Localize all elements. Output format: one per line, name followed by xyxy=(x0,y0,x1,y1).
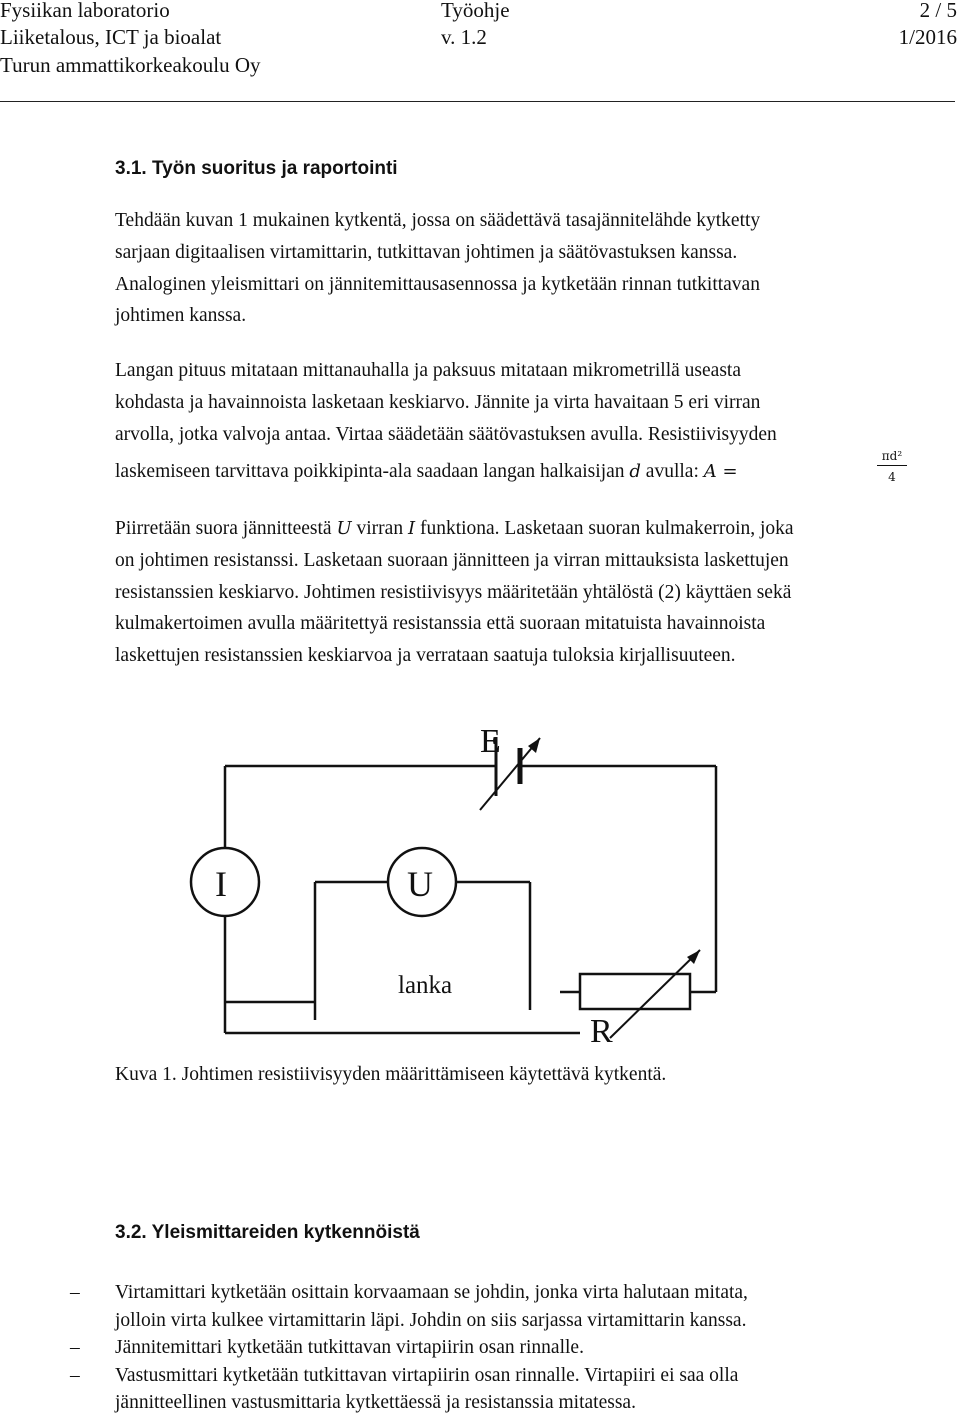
dash-bullet: – xyxy=(70,1282,80,1303)
bullet-list xyxy=(70,1279,950,1417)
paragraph-line: laskettujen resistanssien keskiarvoa ja verrataan saatuja tuloksia kirjallisuuteen. xyxy=(115,645,736,667)
paragraph-text: virran xyxy=(351,518,408,539)
paragraph-line: kohdasta ja havainnoista lasketaan keskiarvo. Jännite ja virta havaitaan 5 eri virran xyxy=(115,391,761,413)
label-R: R xyxy=(590,1013,613,1050)
header-page-number: 2 / 5 xyxy=(919,0,957,22)
formula-denominator: 4 xyxy=(888,470,896,484)
paragraph-line: Langan pituus mitataan mittanauhalla ja paksuus mitataan mikrometrillä useasta xyxy=(115,360,741,381)
paragraph-text: Piirretään suora jännitteestä xyxy=(115,518,337,539)
paragraph-line: Tehdään kuvan 1 mukainen kytkentä, jossa on säädettävä tasajännitelähde kytketty xyxy=(115,210,761,231)
list-item xyxy=(70,1362,950,1417)
list-item-line: Virtamittari kytketään osittain korvaamaan se johdin, jonka virta halutaan mitata, xyxy=(115,1282,748,1303)
formula-numerator: πd² xyxy=(877,449,907,466)
paragraph-1 xyxy=(115,205,945,332)
label-lanka: lanka xyxy=(398,972,453,999)
paragraph-2-formula-line xyxy=(115,456,945,488)
list-item-line: Vastusmittari kytketään tutkittavan virtapiirin osan rinnalle. Virtapiiri ei saa olla xyxy=(115,1364,739,1386)
paragraph-text: funktiona. Lasketaan suoran kulmakerroin, joka xyxy=(415,518,794,539)
paragraph-3 xyxy=(115,513,945,672)
area-formula-fraction xyxy=(877,449,907,484)
section-heading-3-1: 3.1. Työn suoritus ja raportointi xyxy=(115,158,398,179)
paragraph-line: kulmakertoimen avulla määritettyä resistanssia että suoraan mitatuista havainnoista xyxy=(115,613,766,635)
list-item xyxy=(70,1279,950,1334)
header-dept-3: Turun ammattikorkeakoulu Oy xyxy=(0,53,261,77)
header-doc-type: Työohje xyxy=(441,0,510,22)
header-rule xyxy=(0,101,955,102)
paragraph-text: laskemiseen tarvittava poikkipinta-ala saadaan langan halkaisijan xyxy=(115,461,630,482)
dash-bullet: – xyxy=(70,1364,80,1386)
variable-d: d xyxy=(629,461,641,482)
paragraph-text: avulla: xyxy=(640,461,704,482)
list-item-line: Jännitemittari kytketään tutkittavan virtapiirin osan rinnalle. xyxy=(115,1337,584,1358)
paragraph-line: on johtimen resistanssi. Lasketaan suoraan jännitteen ja virran mittauksista laskettujen xyxy=(115,549,789,571)
header-dept-2: Liiketalous, ICT ja bioalat xyxy=(0,25,222,49)
paragraph-line: resistanssien keskiarvo. Johtimen resistiivisyys määritetään yhtälöstä (2) käyttäen sekä xyxy=(115,581,792,603)
dash-bullet: – xyxy=(70,1337,80,1358)
label-I: I xyxy=(215,864,227,904)
resistor-adjust-arrow xyxy=(610,950,700,1038)
paragraph-line: arvolla, jotka valvoja antaa. Virtaa säädetään säätövastuksen avulla. Resistiivisyyden xyxy=(115,423,777,445)
variable-U: U xyxy=(336,518,352,539)
list-item-line: jolloin virta kulkee virtamittarin läpi. Johdin on siis sarjassa virtamittarin kanssa. xyxy=(115,1309,747,1331)
formula-lhs: A = xyxy=(703,461,738,482)
paragraph-line: sarjaan digitaalisen virtamittarin, tutkittavan johtimen ja säätövastuksen kanssa. xyxy=(115,241,738,263)
resistor-body xyxy=(580,974,690,1009)
paragraph-2 xyxy=(115,355,945,450)
label-E: E xyxy=(480,723,501,760)
paragraph-line: johtimen kanssa. xyxy=(115,305,247,327)
figure-caption: Kuva 1. Johtimen resistiivisyyden määrittämiseen käytettävä kytkentä. xyxy=(115,1064,667,1085)
header-dept-1: Fysiikan laboratorio xyxy=(0,0,170,22)
variable-I: I xyxy=(407,518,416,539)
label-U: U xyxy=(407,864,433,904)
list-item xyxy=(70,1334,950,1362)
circuit-diagram xyxy=(180,710,760,1050)
section-heading-3-2: 3.2. Yleismittareiden kytkennöistä xyxy=(115,1222,420,1243)
header-version: v. 1.2 xyxy=(441,25,487,49)
header-date: 1/2016 xyxy=(898,25,957,49)
paragraph-line: Analoginen yleismittari on jännitemittausasennossa ja kytketään rinnan tutkittavan xyxy=(115,273,760,295)
list-item-line: jännitteellinen vastusmittaria kytkettäessä ja resistanssia mitatessa. xyxy=(115,1392,636,1413)
